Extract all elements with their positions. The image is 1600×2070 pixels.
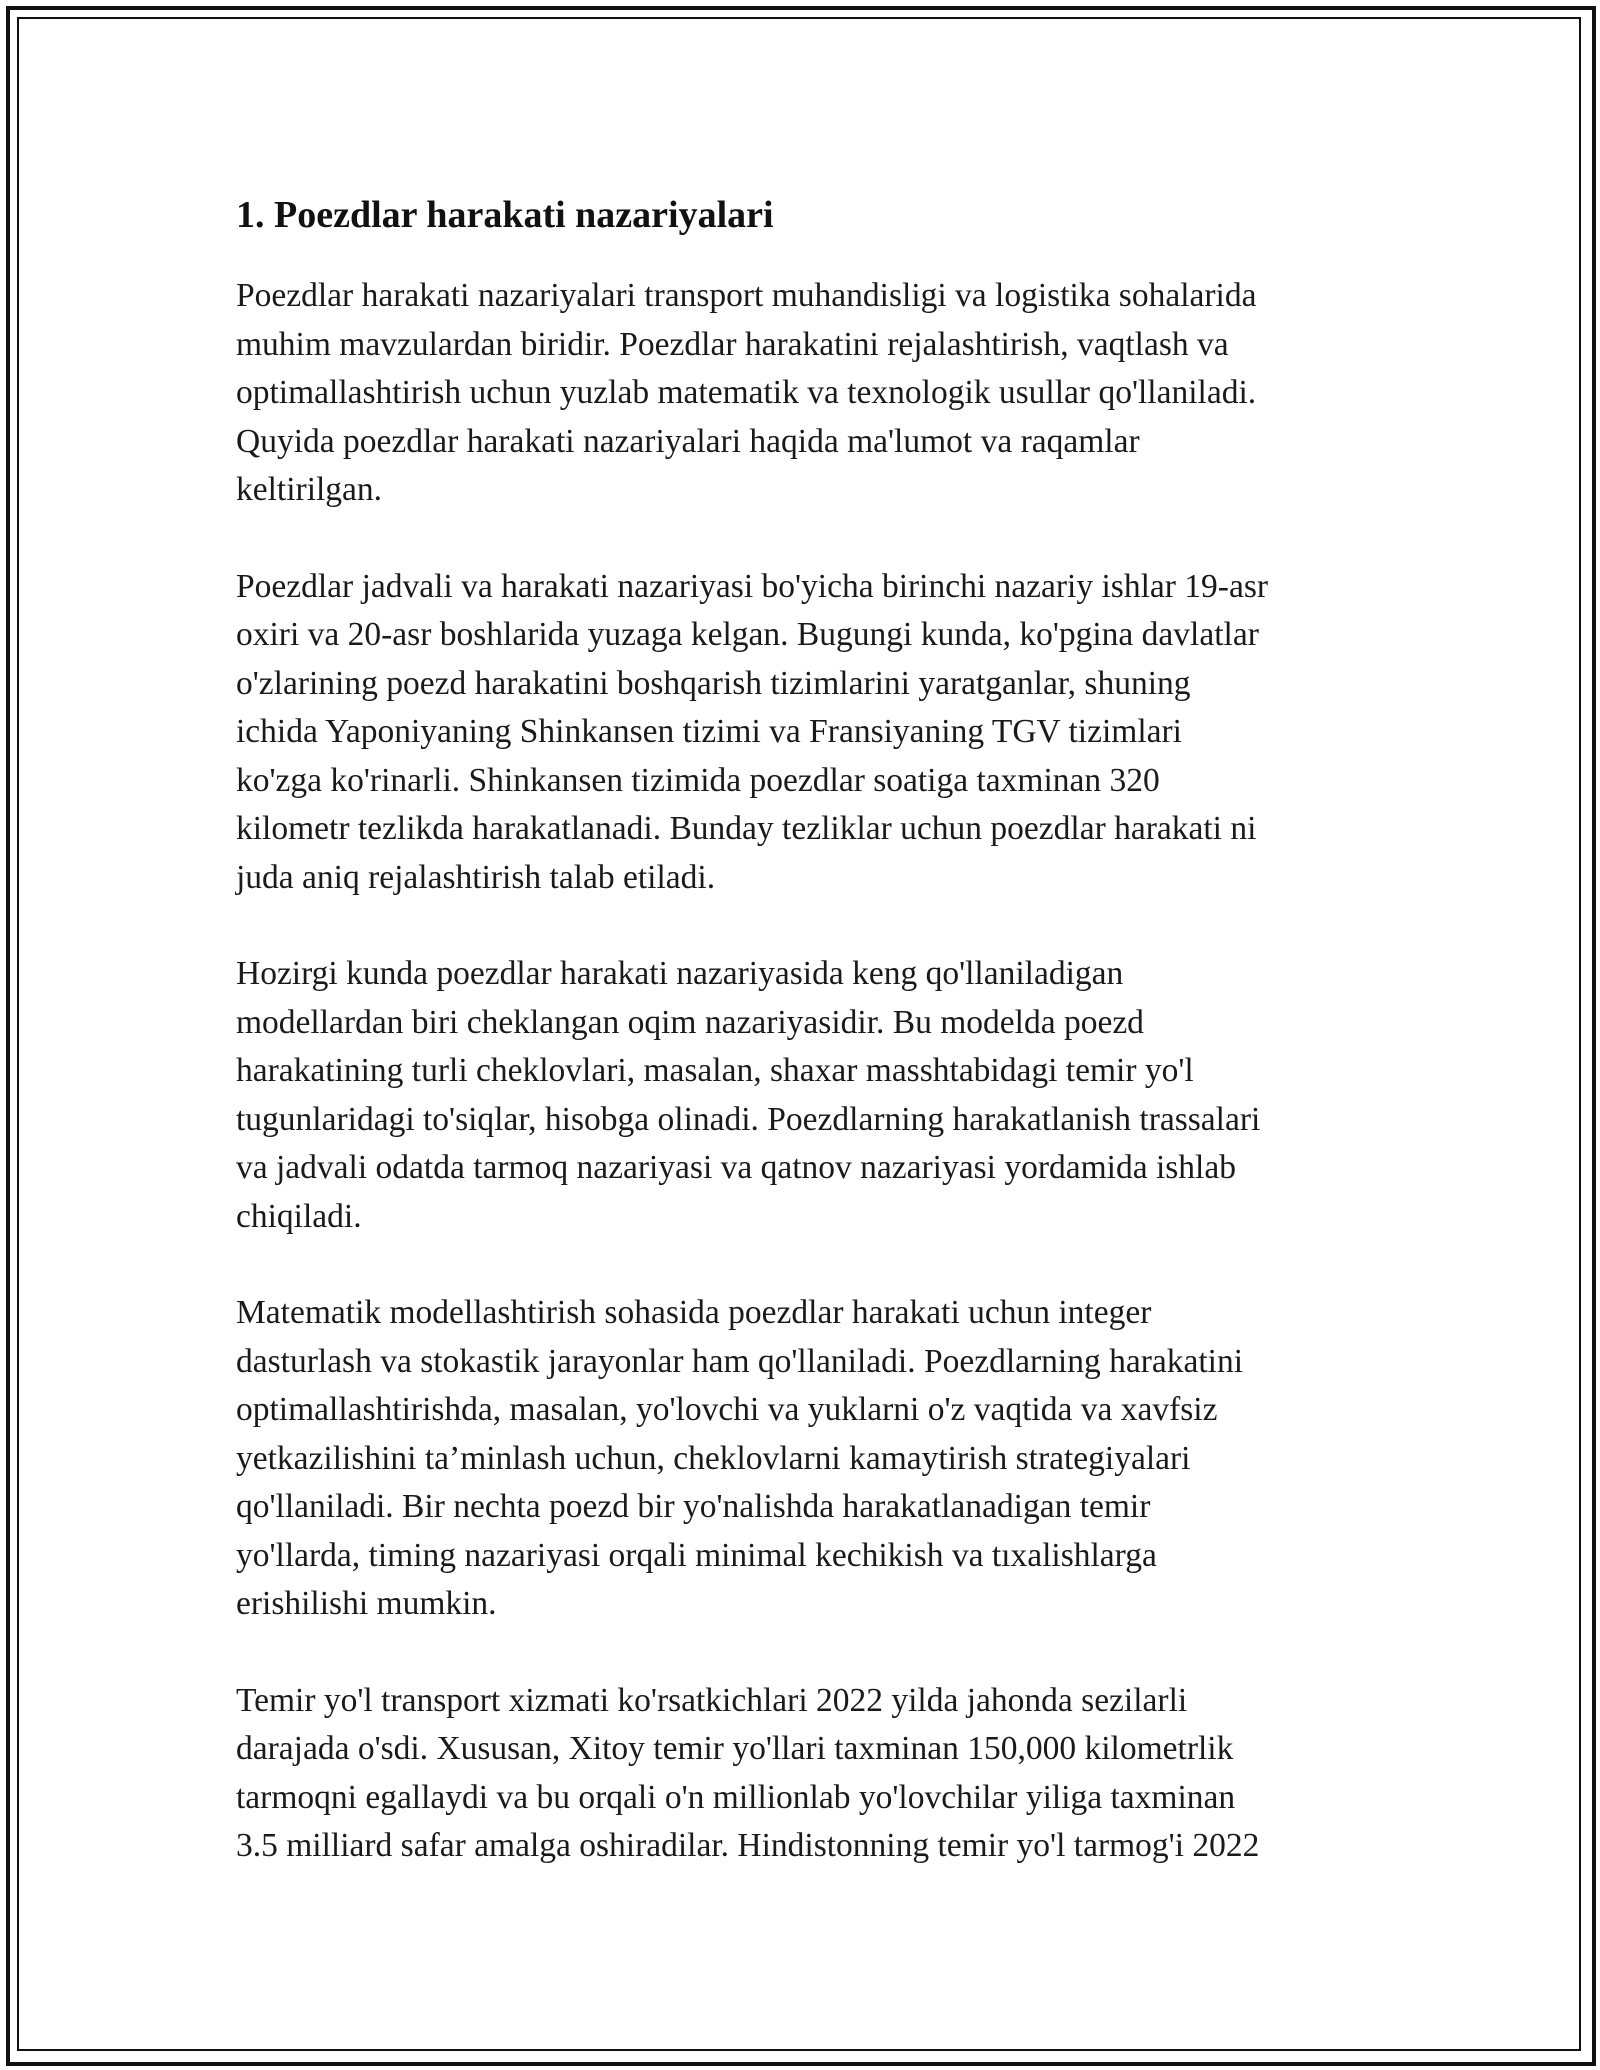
paragraph-math-modelling: Matematik modellashtirish sohasida poezdlar harakati uchun integer dasturlash va stokastik jarayonlar ham qo'llaniladi. Poezdlarning harakatini optimallashtirishda, masalan, yo'lovchi va yuklarni o'z vaqtida va xavfsiz yetkazilishini ta’minlash uchun, cheklovlarni kamaytirish strategiyalari qo'llaniladi. Bir nechta poezd bir yo'nalishda harakatlanadigan temir yo'llarda, timing nazariyasi orqali minimal kechikish va tıxalishlarga erishilishi mumkin. — [236, 1294, 1244, 1622]
section-heading: 1. Poezdlar harakati nazariyalari — [236, 194, 774, 236]
paragraph-intro: Poezdlar harakati nazariyalari transport muhandisligi va logistika sohalarida muhim mavzulardan biridir. Poezdlar harakatini rejalashtirish, vaqtlash va optimallashtirish uchun yuzlab matematik va texnologik usullar qo'llaniladi. Quyida poezdlar harakati nazariyalari haqida ma'lumot va raqamlar keltirilgan. — [236, 277, 1257, 508]
document-body — [236, 186, 1376, 1919]
paragraph-flow-model: Hozirgi kunda poezdlar harakati nazariyasida keng qo'llaniladigan modellardan biri cheklangan oqim nazariyasidir. Bu modelda poezd harakatining turli cheklovlari, masalan, shaxar masshtabidagi temir yo'l tugunlaridagi to'siqlar, hisobga olinadi. Poezdlarning harakatlanish trassalari va jadvali odatda tarmoq nazariyasi va qatnov nazariyasi yordamida ishlab chiqiladi. — [236, 955, 1261, 1235]
paragraph-statistics: Temir yo'l transport xizmati ko'rsatkichlari 2022 yilda jahonda sezilarli darajada o'sdi. Xususan, Xitoy temir yo'llari taxminan 150,000 kilometrlik tarmoqni egallaydi va bu orqali o'n millionlab yo'lovchilar yiliga taxminan 3.5 milliard safar amalga oshiradilar. Hindistonning temir yo'l tarmog'i 2022 — [236, 1681, 1260, 1864]
paragraph-history: Poezdlar jadvali va harakati nazariyasi bo'yicha birinchi nazariy ishlar 19-asr oxiri va 20-asr boshlarida yuzaga kelgan. Bugungi kunda, ko'pgina davlatlar o'zlarining poezd harakatini boshqarish tizimlarini yaratganlar, shuning ichida Yaponiyaning Shinkansen tizimi va Fransiyaning TGV tizimlari ko'zga ko'rinarli. Shinkansen tizimida poezdlar soatiga taxminan 320 kilometr tezlikda harakatlanadi. Bunday tezliklar uchun poezdlar harakati ni juda aniq rejalashtirish talab etiladi. — [236, 567, 1269, 896]
